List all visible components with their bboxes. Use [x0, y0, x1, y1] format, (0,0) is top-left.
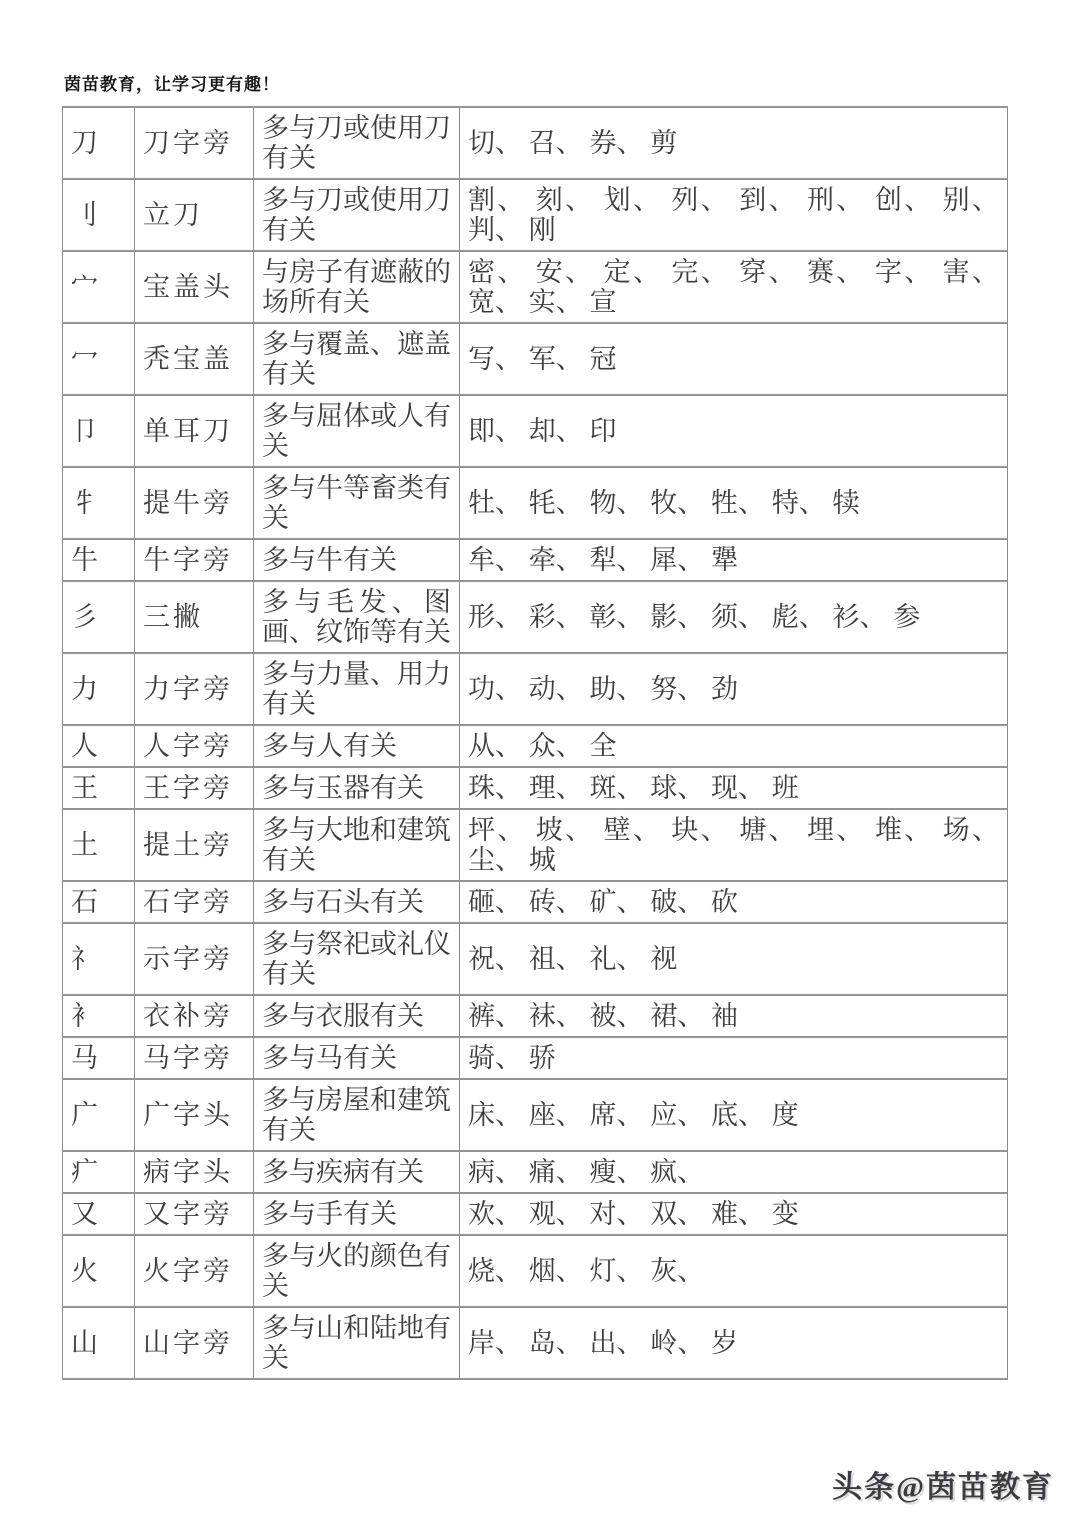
- radical-cell: 马: [63, 1037, 135, 1079]
- meaning-cell: 多与山和陆地有关: [254, 1307, 460, 1379]
- examples-cell: 烧、 烟、 灯、 灰、: [460, 1235, 1008, 1307]
- radical-cell: 牜: [63, 467, 135, 539]
- radical-cell: 王: [63, 767, 135, 809]
- radical-cell: 冖: [63, 323, 135, 395]
- examples-cell: 砸、 砖、 矿、 破、 砍: [460, 881, 1008, 923]
- radical-cell: 牛: [63, 539, 135, 581]
- examples-cell: 床、 座、 席、 应、 底、 度: [460, 1079, 1008, 1151]
- table-row: [63, 179, 1008, 251]
- name-cell: 病字头: [135, 1151, 254, 1193]
- name-cell: 提土旁: [135, 809, 254, 881]
- name-cell: 示字旁: [135, 923, 254, 995]
- radical-cell: 火: [63, 1235, 135, 1307]
- table-row: [63, 395, 1008, 467]
- name-cell: 单耳刀: [135, 395, 254, 467]
- examples-cell: 即、 却、 印: [460, 395, 1008, 467]
- meaning-cell: 多与力量、用力有关: [254, 653, 460, 725]
- radical-cell: 又: [63, 1193, 135, 1235]
- examples-cell: 珠、 理、 斑、 球、 现、 班: [460, 767, 1008, 809]
- table-row: [63, 1037, 1008, 1079]
- name-cell: 又字旁: [135, 1193, 254, 1235]
- name-cell: 宝盖头: [135, 251, 254, 323]
- table-row: [63, 725, 1008, 767]
- examples-cell: 岸、 岛、 出、 岭、 岁: [460, 1307, 1008, 1379]
- radical-cell: 土: [63, 809, 135, 881]
- meaning-cell: 多与祭祀或礼仪有关: [254, 923, 460, 995]
- name-cell: 火字旁: [135, 1235, 254, 1307]
- table-row: [63, 1307, 1008, 1379]
- name-cell: 石字旁: [135, 881, 254, 923]
- radicals-table-container: [62, 106, 1008, 1380]
- name-cell: 人字旁: [135, 725, 254, 767]
- examples-cell: 功、 动、 助、 努、 劲: [460, 653, 1008, 725]
- radical-cell: 衤: [63, 995, 135, 1037]
- radical-cell: 刀: [63, 107, 135, 179]
- table-row: [63, 323, 1008, 395]
- table-row: [63, 1235, 1008, 1307]
- radicals-table-body: [63, 107, 1008, 1379]
- table-row: [63, 809, 1008, 881]
- examples-cell: 欢、 观、 对、 双、 难、 变: [460, 1193, 1008, 1235]
- table-row: [63, 107, 1008, 179]
- page-header-slogan: 茵苗教育，让学习更有趣！: [64, 75, 280, 94]
- table-row: [63, 539, 1008, 581]
- examples-cell: 从、 众、 全: [460, 725, 1008, 767]
- table-row: [63, 467, 1008, 539]
- meaning-cell: 多与大地和建筑有关: [254, 809, 460, 881]
- examples-cell: 密、 安、 定、 完、 穿、 赛、 字、 害、 宽、 实、 宣: [460, 251, 1008, 323]
- meaning-cell: 多与马有关: [254, 1037, 460, 1079]
- examples-cell: 切、 召、 券、 剪: [460, 107, 1008, 179]
- table-row: [63, 653, 1008, 725]
- meaning-cell: 多与玉器有关: [254, 767, 460, 809]
- name-cell: 广字头: [135, 1079, 254, 1151]
- meaning-cell: 多与手有关: [254, 1193, 460, 1235]
- meaning-cell: 多与房屋和建筑有关: [254, 1079, 460, 1151]
- radical-cell: 疒: [63, 1151, 135, 1193]
- name-cell: 牛字旁: [135, 539, 254, 581]
- meaning-cell: 多与牛有关: [254, 539, 460, 581]
- radical-cell: 彡: [63, 581, 135, 653]
- examples-cell: 牟、 牵、 犁、 犀、 犟: [460, 539, 1008, 581]
- radical-cell: 人: [63, 725, 135, 767]
- examples-cell: 祝、 祖、 礼、 视: [460, 923, 1008, 995]
- radicals-table: [62, 106, 1008, 1380]
- meaning-cell: 多与疾病有关: [254, 1151, 460, 1193]
- radical-cell: 广: [63, 1079, 135, 1151]
- table-row: [63, 1193, 1008, 1235]
- meaning-cell: 多与牛等畜类有关: [254, 467, 460, 539]
- name-cell: 立刀: [135, 179, 254, 251]
- meaning-cell: 多与火的颜色有关: [254, 1235, 460, 1307]
- radical-cell: 卩: [63, 395, 135, 467]
- meaning-cell: 多与衣服有关: [254, 995, 460, 1037]
- radical-cell: 山: [63, 1307, 135, 1379]
- examples-cell: 坪、 坡、 壁、 块、 塘、 埋、 堆、 场、 尘、 城: [460, 809, 1008, 881]
- table-row: [63, 923, 1008, 995]
- table-row: [63, 1151, 1008, 1193]
- table-row: [63, 767, 1008, 809]
- radical-cell: 礻: [63, 923, 135, 995]
- name-cell: 王字旁: [135, 767, 254, 809]
- name-cell: 刀字旁: [135, 107, 254, 179]
- meaning-cell: 多与覆盖、遮盖有关: [254, 323, 460, 395]
- table-row: [63, 881, 1008, 923]
- examples-cell: 写、 军、 冠: [460, 323, 1008, 395]
- name-cell: 力字旁: [135, 653, 254, 725]
- radical-cell: 宀: [63, 251, 135, 323]
- examples-cell: 裤、 袜、 被、 裙、 袖: [460, 995, 1008, 1037]
- name-cell: 三撇: [135, 581, 254, 653]
- meaning-cell: 多与屈体或人有关: [254, 395, 460, 467]
- radical-cell: 力: [63, 653, 135, 725]
- examples-cell: 骑、 骄: [460, 1037, 1008, 1079]
- examples-cell: 割、 刻、 划、 列、 到、 刑、 创、 别、 判、 刚: [460, 179, 1008, 251]
- name-cell: 马字旁: [135, 1037, 254, 1079]
- meaning-cell: 多与刀或使用刀有关: [254, 179, 460, 251]
- table-row: [63, 1079, 1008, 1151]
- toutiao-watermark: 头条@茵苗教育: [832, 1471, 1054, 1504]
- meaning-cell: 多与石头有关: [254, 881, 460, 923]
- table-row: [63, 581, 1008, 653]
- examples-cell: 牡、 牦、 物、 牧、 牲、 特、 犊: [460, 467, 1008, 539]
- examples-cell: 病、 痛、 瘦、 疯、: [460, 1151, 1008, 1193]
- meaning-cell: 多与刀或使用刀有关: [254, 107, 460, 179]
- table-row: [63, 251, 1008, 323]
- examples-cell: 形、 彩、 彰、 影、 须、 彪、 衫、 参: [460, 581, 1008, 653]
- meaning-cell: 多与毛发、图画、纹饰等有关: [254, 581, 460, 653]
- name-cell: 山字旁: [135, 1307, 254, 1379]
- name-cell: 衣补旁: [135, 995, 254, 1037]
- name-cell: 提牛旁: [135, 467, 254, 539]
- meaning-cell: 与房子有遮蔽的场所有关: [254, 251, 460, 323]
- radical-cell: 石: [63, 881, 135, 923]
- radical-cell: 刂: [63, 179, 135, 251]
- table-row: [63, 995, 1008, 1037]
- meaning-cell: 多与人有关: [254, 725, 460, 767]
- name-cell: 秃宝盖: [135, 323, 254, 395]
